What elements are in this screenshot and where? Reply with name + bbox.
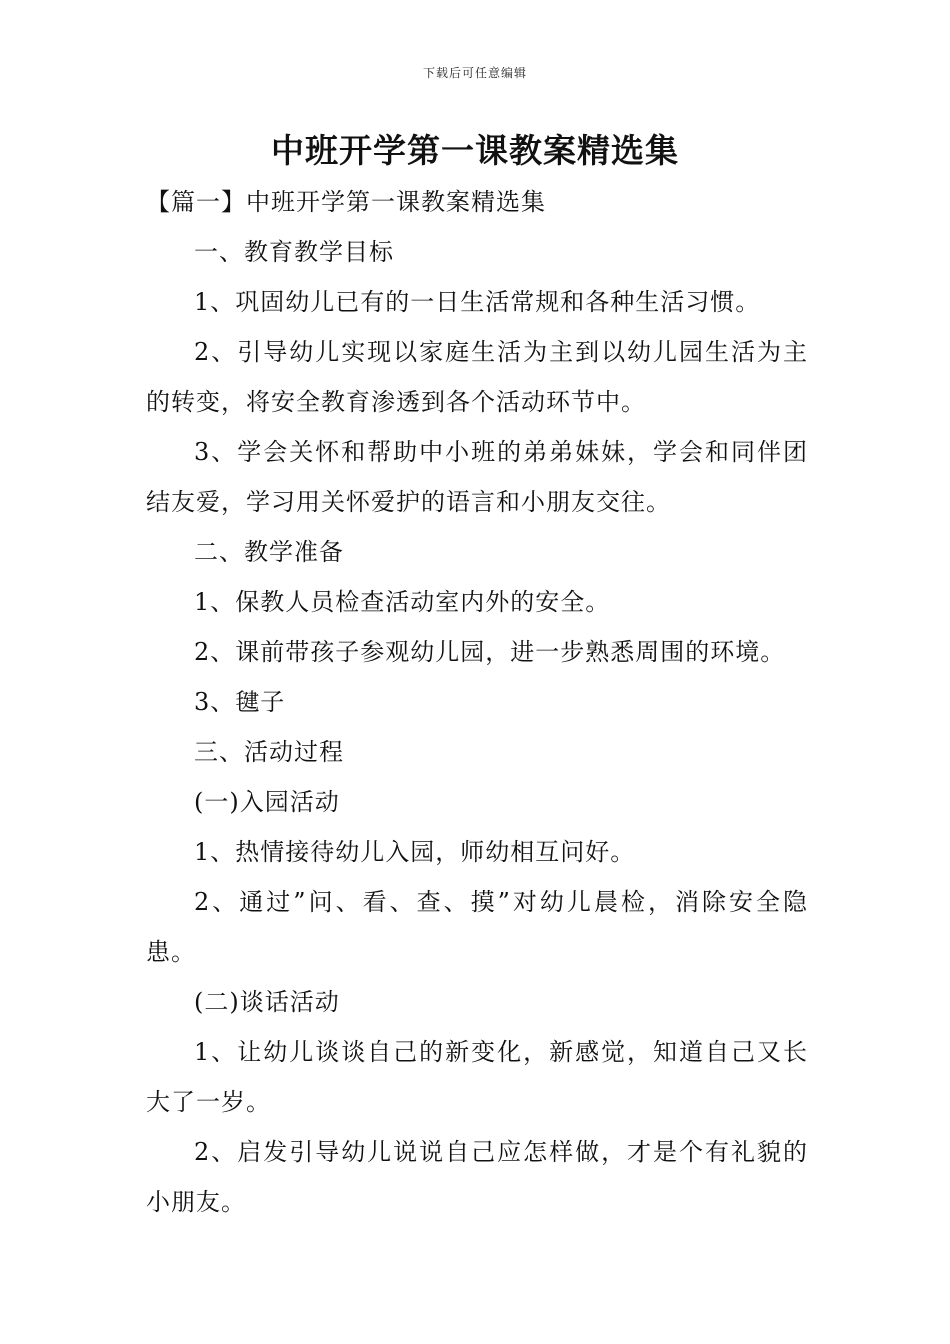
- paragraph-goals-heading: 一、教育教学目标: [194, 238, 394, 266]
- paragraph-process-heading: 三、活动过程: [194, 738, 344, 766]
- paragraph-goal-3: 3、学会关怀和帮助中小班的弟弟妹妹，学会和同伴团结友爱，学习用关怀爱护的语言和小朋友交往。: [146, 438, 808, 516]
- document-title: 中班开学第一课教案精选集: [271, 131, 679, 170]
- paragraph-prep-heading: 二、教学准备: [194, 538, 344, 566]
- paragraph-talk-2: 2、启发引导幼儿说说自己应怎样做，才是个有礼貌的小朋友。: [146, 1138, 808, 1216]
- document-body: [146, 177, 808, 1227]
- paragraph-prep-2: 2、课前带孩子参观幼儿园，进一步熟悉周围的环境。: [194, 638, 786, 666]
- paragraph-arrival-1: 1、热情接待幼儿入园，师幼相互问好。: [194, 838, 636, 866]
- paragraph-arrival-2: 2、通过”问、看、查、摸”对幼儿晨检，消除安全隐患。: [146, 888, 808, 966]
- paragraph-subsection-1: (一)入园活动: [194, 788, 340, 816]
- paragraph-section-heading: 【篇一】中班开学第一课教案精选集: [146, 188, 546, 216]
- paragraph-prep-1: 1、保教人员检查活动室内外的安全。: [194, 588, 611, 616]
- header-note: 下载后可任意编辑: [422, 66, 527, 80]
- paragraph-goal-2: 2、引导幼儿实现以家庭生活为主到以幼儿园生活为主的转变，将安全教育渗透到各个活动环节中。: [146, 338, 808, 416]
- paragraph-talk-1: 1、让幼儿谈谈自己的新变化，新感觉，知道自己又长大了一岁。: [146, 1038, 808, 1116]
- paragraph-prep-3: 3、毽子: [194, 688, 286, 716]
- paragraph-subsection-2: (二)谈话活动: [194, 988, 340, 1016]
- paragraph-goal-1: 1、巩固幼儿已有的一日生活常规和各种生活习惯。: [194, 288, 761, 316]
